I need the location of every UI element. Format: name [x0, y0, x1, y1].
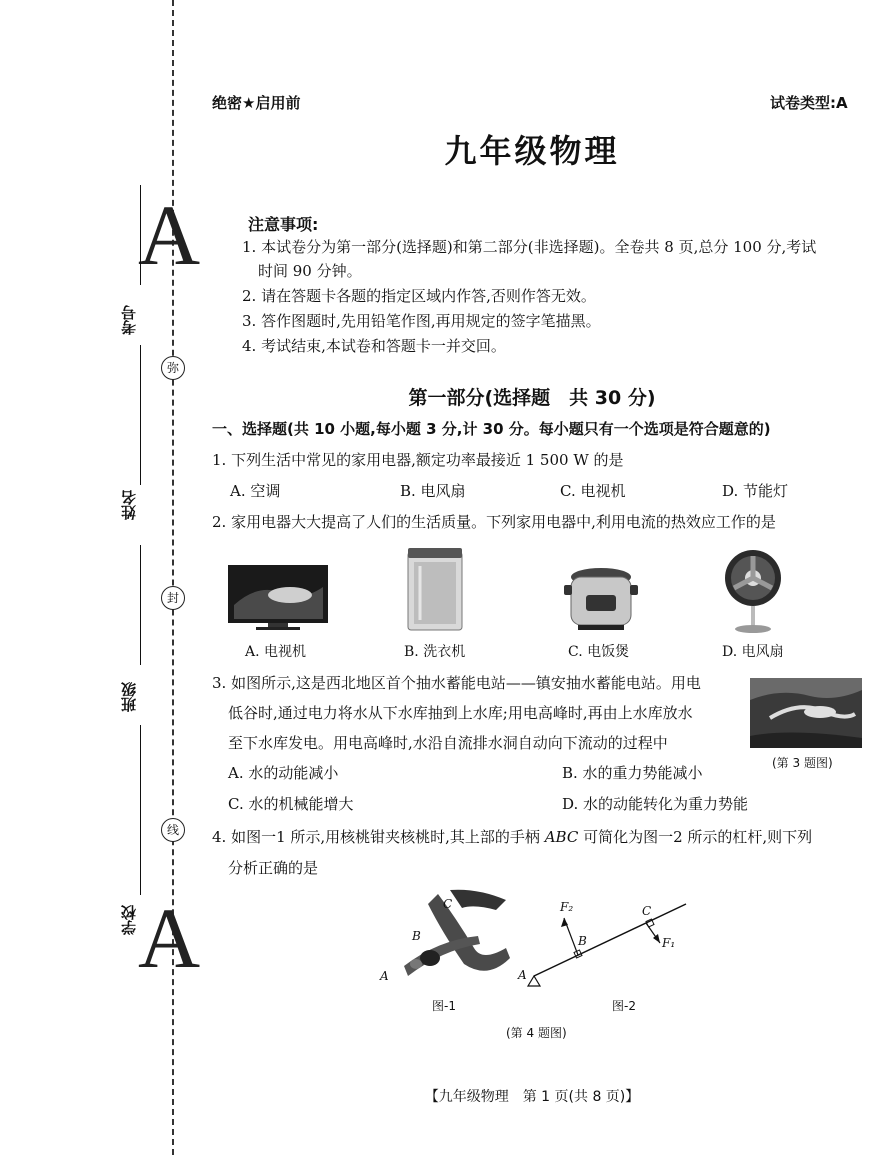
question-3-option-b: B. 水的重力势能减小	[562, 764, 703, 782]
section-title: 第一部分(选择题 共 30 分)	[408, 387, 656, 409]
rice-cooker-image	[564, 567, 638, 633]
seal-char-feng: 封	[161, 586, 185, 610]
tv-image	[228, 565, 328, 633]
seal-char-xian: 线	[161, 818, 185, 842]
question-2-option-b: B. 洗衣机	[404, 644, 466, 660]
notice-item: 时间 90 分钟。	[258, 262, 362, 280]
fig2-label-b: B	[578, 934, 587, 948]
question-2-option-d: D. 电风扇	[722, 644, 784, 660]
margin-rule	[140, 185, 141, 285]
question-3-option-a: A. 水的动能减小	[228, 764, 339, 782]
fig1-caption: 图-1	[432, 999, 456, 1013]
question-3-option-d: D. 水的动能转化为重力势能	[562, 795, 749, 813]
fig2-label-c: C	[642, 904, 652, 918]
question-3-option-c: C. 水的机械能增大	[228, 795, 354, 813]
question-4-figure-caption: (第 4 题图)	[506, 1026, 567, 1040]
paper-type-label: 试卷类型:A	[770, 94, 848, 112]
notice-title: 注意事项:	[248, 215, 319, 234]
pumped-storage-station-photo	[750, 678, 862, 748]
fig2-label-f2: F₂	[560, 900, 574, 914]
question-2-option-a: A. 电视机	[245, 644, 307, 660]
paper-type-letter-top: A	[138, 187, 201, 283]
page-title: 九年级物理	[444, 132, 620, 170]
fig1-label-c: C	[443, 897, 453, 911]
margin-rule	[140, 725, 141, 895]
notice-item: 3. 答作图题时,先用铅笔作图,再用规定的签字笔描黑。	[242, 312, 601, 330]
confidential-label: 绝密★启用前	[212, 94, 301, 112]
fig1-label-b: B	[412, 929, 421, 943]
question-1-option-b: B. 电风扇	[400, 482, 466, 500]
margin-label-school: 学校	[120, 905, 138, 935]
margin-rule	[140, 545, 141, 665]
question-1-option-a: A. 空调	[230, 482, 281, 500]
notice-item: 2. 请在答题卡各题的指定区域内作答,否则作答无效。	[242, 287, 596, 305]
margin-label-name: 姓名	[120, 490, 138, 520]
fig2-label-f1: F₁	[662, 936, 676, 950]
notice-item: 4. 考试结束,本试卷和答题卡一并交回。	[242, 337, 506, 355]
question-1-stem: 1. 下列生活中常见的家用电器,额定功率最接近 1 500 W 的是	[212, 451, 624, 469]
question-2-stem: 2. 家用电器大大提高了人们的生活质量。下列家用电器中,利用电流的热效应工作的是	[212, 513, 776, 531]
notice-item: 1. 本试卷分为第一部分(选择题)和第二部分(非选择题)。全卷共 8 页,总分 100 分,考试	[242, 238, 817, 256]
question-3-line: 3. 如图所示,这是西北地区首个抽水蓄能电站——镇安抽水蓄能电站。用电	[212, 674, 701, 692]
question-1-option-c: C. 电视机	[560, 482, 626, 500]
margin-label-class: 班级	[120, 682, 138, 712]
section-heading: 一、选择题(共 10 小题,每小题 3 分,计 30 分。每小题只有一个选项是符合题意的)	[212, 420, 771, 438]
margin-rule	[140, 345, 141, 485]
fig2-label-a: A	[518, 968, 527, 982]
question-2-option-c: C. 电饭煲	[568, 644, 630, 660]
fig2-caption: 图-2	[612, 999, 636, 1013]
lever-diagram	[514, 896, 694, 988]
question-3-line: 低谷时,通过电力将水从下水库抽到上水库;用电高峰时,再由上水库放水	[228, 704, 693, 722]
question-4-line-1: 4. 如图一1 所示,用核桃钳夹核桃时,其上部的手柄 ABC 可简化为图一2 所示的杠杆,则下列	[212, 828, 813, 846]
question-4-line-2: 分析正确的是	[228, 859, 319, 877]
nutcracker-photo	[378, 888, 514, 988]
question-1-option-d: D. 节能灯	[722, 482, 789, 500]
question-3-figure-caption: (第 3 题图)	[772, 756, 833, 770]
paper-type-letter-bottom: A	[138, 890, 201, 986]
page-footer: 【九年级物理 第 1 页(共 8 页)】	[424, 1089, 640, 1105]
seal-char-mi: 弥	[161, 356, 185, 380]
fig1-label-a: A	[380, 969, 389, 983]
washing-machine-image	[406, 546, 464, 632]
question-3-line: 至下水库发电。用电高峰时,水沿自流排水洞自动向下流动的过程中	[228, 734, 668, 752]
electric-fan-image	[722, 548, 784, 634]
margin-label-exam-number: 考号	[120, 305, 138, 335]
